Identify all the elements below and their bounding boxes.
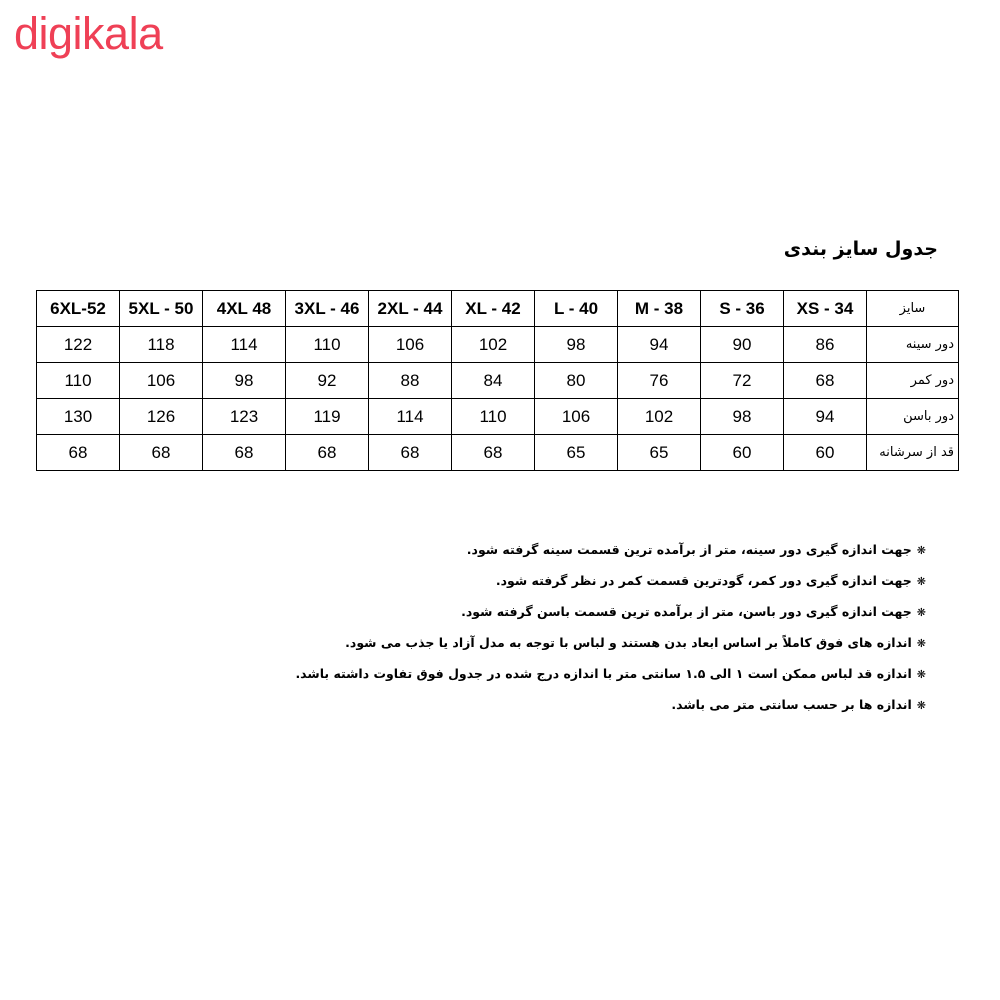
size-header-cell: 5XL - 50 <box>120 291 203 327</box>
size-header-cell: XS - 34 <box>784 291 867 327</box>
table-cell: 106 <box>535 399 618 435</box>
measurement-notes <box>295 534 926 720</box>
table-row-chest <box>37 327 959 363</box>
note-text: جهت اندازه گیری دور باسن، متر از برآمده ترین قسمت باسن گرفته شود. <box>461 604 912 619</box>
table-cell: 110 <box>286 327 369 363</box>
size-chart-table <box>36 290 959 471</box>
table-row-waist <box>37 363 959 399</box>
table-cell: 122 <box>37 327 120 363</box>
table-cell: 72 <box>701 363 784 399</box>
table-cell: 126 <box>120 399 203 435</box>
table-cell: 123 <box>203 399 286 435</box>
table-cell: 98 <box>203 363 286 399</box>
table-cell: 65 <box>618 435 701 471</box>
table-cell: 106 <box>369 327 452 363</box>
note-text: جهت اندازه گیری دور سینه، متر از برآمده ترین قسمت سینه گرفته شود. <box>466 542 912 557</box>
size-header-cell: S - 36 <box>701 291 784 327</box>
size-header-cell: 3XL - 46 <box>286 291 369 327</box>
row-label-hip: دور باسن <box>867 399 959 435</box>
asterisk-icon: ❋ <box>916 699 926 712</box>
asterisk-icon: ❋ <box>916 668 926 681</box>
note-item <box>295 534 926 565</box>
size-header-cell: L - 40 <box>535 291 618 327</box>
table-cell: 76 <box>618 363 701 399</box>
table-cell: 119 <box>286 399 369 435</box>
table-cell: 98 <box>701 399 784 435</box>
table-cell: 106 <box>120 363 203 399</box>
table-cell: 60 <box>701 435 784 471</box>
table-cell: 88 <box>369 363 452 399</box>
note-text: اندازه ها بر حسب سانتی متر می باشد. <box>671 697 912 712</box>
table-cell: 102 <box>618 399 701 435</box>
note-text: اندازه های فوق کاملاً بر اساس ابعاد بدن هستند و لباس با توجه به مدل آزاد یا جذب می شود. <box>345 635 912 650</box>
table-cell: 114 <box>369 399 452 435</box>
size-header-cell: 6XL-52 <box>37 291 120 327</box>
table-cell: 60 <box>784 435 867 471</box>
table-cell: 110 <box>452 399 535 435</box>
table-cell: 130 <box>37 399 120 435</box>
table-cell: 90 <box>701 327 784 363</box>
table-cell: 68 <box>37 435 120 471</box>
size-label-cell: سایز <box>867 291 959 327</box>
note-item <box>295 596 926 627</box>
asterisk-icon: ❋ <box>916 575 926 588</box>
table-row-hip <box>37 399 959 435</box>
table-cell: 68 <box>452 435 535 471</box>
page-title: جدول سایز بندی <box>783 238 938 260</box>
table-cell: 68 <box>203 435 286 471</box>
table-cell: 94 <box>618 327 701 363</box>
size-header-cell: XL - 42 <box>452 291 535 327</box>
table-cell: 102 <box>452 327 535 363</box>
size-header-cell: M - 38 <box>618 291 701 327</box>
note-item <box>295 627 926 658</box>
note-text: جهت اندازه گیری دور کمر، گودترین قسمت کمر در نظر گرفته شود. <box>495 573 912 588</box>
table-cell: 92 <box>286 363 369 399</box>
table-cell: 84 <box>452 363 535 399</box>
table-cell: 86 <box>784 327 867 363</box>
note-item <box>295 689 926 720</box>
table-row-length <box>37 435 959 471</box>
table-cell: 65 <box>535 435 618 471</box>
size-header-cell: 2XL - 44 <box>369 291 452 327</box>
note-item <box>295 658 926 689</box>
table-cell: 98 <box>535 327 618 363</box>
table-cell: 118 <box>120 327 203 363</box>
note-text: اندازه قد لباس ممکن است ۱ الی ۱.۵ سانتی متر با اندازه درج شده در جدول فوق تفاوت داشته باشد. <box>295 666 912 681</box>
table-header-row <box>37 291 959 327</box>
table-cell: 68 <box>286 435 369 471</box>
table-cell: 68 <box>120 435 203 471</box>
asterisk-icon: ❋ <box>916 606 926 619</box>
row-label-waist: دور کمر <box>867 363 959 399</box>
asterisk-icon: ❋ <box>916 544 926 557</box>
note-item <box>295 565 926 596</box>
table-cell: 110 <box>37 363 120 399</box>
size-header-cell: 4XL 48 <box>203 291 286 327</box>
table-cell: 68 <box>369 435 452 471</box>
row-label-length: قد از سرشانه <box>867 435 959 471</box>
row-label-chest: دور سینه <box>867 327 959 363</box>
asterisk-icon: ❋ <box>916 637 926 650</box>
table-cell: 114 <box>203 327 286 363</box>
table-cell: 68 <box>784 363 867 399</box>
digikala-logo: digikala <box>14 8 163 59</box>
table-cell: 94 <box>784 399 867 435</box>
table-cell: 80 <box>535 363 618 399</box>
